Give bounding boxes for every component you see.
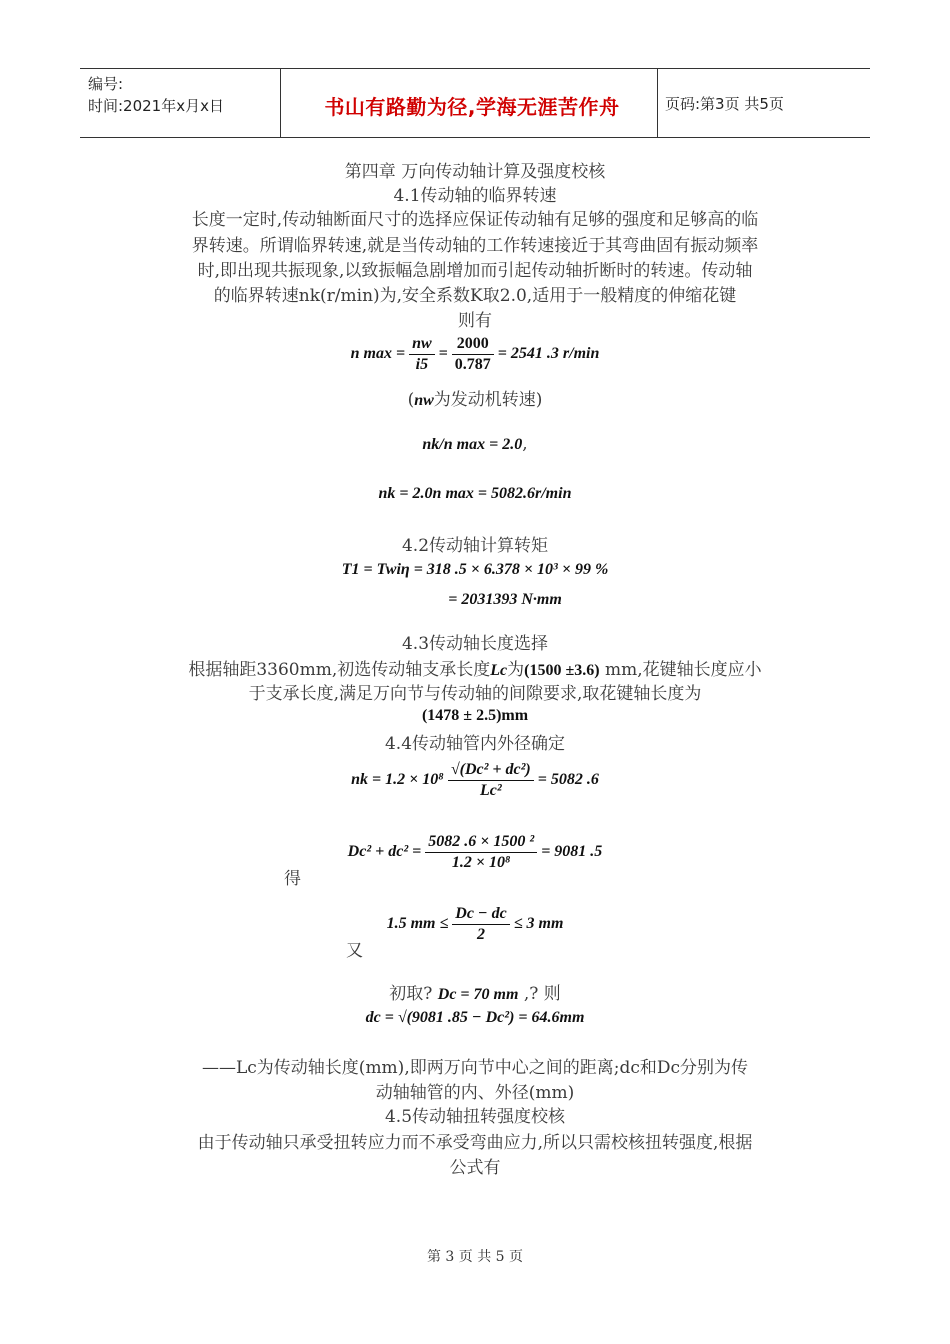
initial-choice-line (120, 982, 830, 1007)
de-label: 得 (284, 869, 301, 889)
section-title-4-4: 4.4传动轴管内外径确定 (384, 734, 566, 754)
paragraph-line: 长度一定时,传动轴断面尺寸的选择应保证传动轴有足够的强度和足够高的临 (191, 210, 759, 230)
eq-dc: Dc = 70 mm (437, 986, 519, 1003)
symbol-lc: Lc (490, 662, 508, 679)
section-title-4-5: 4.5传动轴扭转强度校核 (384, 1107, 566, 1127)
equation-torque-1: T1 = Twiη = 318 .5 × 6.378 × 10³ × 99 % (341, 561, 609, 578)
equation-nk: nk = 2.0n max = 5082.6r/min (378, 485, 572, 502)
header-divider (280, 69, 281, 137)
eq1-rhs: = 2541 .3 r/min (497, 345, 600, 363)
paragraph-line: 界转速。所谓临界转速,就是当传动轴的工作转速接近于其弯曲固有振动频率 (191, 236, 759, 256)
page-footer: 第 3 页 共 5 页 (426, 1249, 524, 1265)
eq5-num: √(Dc² + dc²) (448, 760, 534, 781)
eq7-fraction (452, 904, 509, 945)
eq6-lhs: Dc² + dc² = (347, 843, 422, 861)
equation-ratio (120, 432, 830, 457)
eq5-lhs: nk = 1.2 × 10⁸ (351, 771, 444, 789)
eq5-rhs: = 5082 .6 (537, 771, 599, 789)
note-text: 为发动机转速) (433, 390, 543, 410)
you-label: 又 (346, 941, 363, 961)
equation-torque-2: = 2031393 N·mm (448, 591, 562, 608)
note-paren: ( (407, 390, 415, 410)
eq1-fraction-b (452, 334, 494, 375)
eq1-equals: = (438, 345, 448, 363)
note-engine-speed (120, 388, 830, 413)
eq1-den: 0.787 (454, 356, 491, 373)
motto: 书山有路勤为径,学海无涯苦作舟 (324, 95, 620, 119)
eq5-fraction (448, 760, 534, 801)
eq2-comma: , (522, 434, 528, 454)
definition-line: 动轴轴管的内、外径(mm) (375, 1083, 575, 1103)
eq7-rhs: ≤ 3 mm (513, 915, 564, 933)
equation-inner-diameter: dc = √(9081 .85 − Dc²) = 64.6mm (365, 1009, 585, 1026)
equation-diameter-sum (120, 832, 830, 880)
time-label: 时间:2021年x月x日 (88, 97, 224, 115)
text: 初取? (389, 984, 433, 1004)
page-info: 页码:第3页 共5页 (665, 95, 784, 113)
eq7-lhs: 1.5 mm ≤ (386, 915, 449, 933)
value-lc: (1500 ±3.6) (524, 662, 600, 679)
text: 根据轴距3360mm,初选传动轴支承长度 (188, 660, 491, 680)
text: mm,花键轴长度应小 (604, 660, 762, 680)
paragraph-line: 则有 (458, 311, 492, 331)
equation-critical-speed (120, 760, 830, 812)
eq6-fraction (425, 832, 537, 873)
eq1-num: 2000 (452, 334, 494, 355)
note-symbol: nw (414, 392, 434, 409)
eq6-rhs: = 9081 .5 (541, 843, 603, 861)
section-title-4-1: 4.1传动轴的临界转速 (393, 186, 557, 206)
eq1-den: i5 (415, 356, 429, 373)
eq2: nk/n max = 2.0 (422, 436, 523, 453)
definition-line: ——Lc为传动轴长度(mm),即两万向节中心之间的距离;dc和Dc分别为传 (202, 1058, 748, 1078)
paragraph-line: 时,即出现共振现象,以致振幅急剧增加而引起传动轴折断时的转速。传动轴 (197, 261, 753, 281)
eq6-num: 5082 .6 × 1500 ² (425, 832, 537, 853)
header-left (88, 73, 224, 117)
eq7-den: 2 (476, 926, 485, 943)
paragraph-line (120, 658, 830, 683)
value-spline-length: (1478 ± 2.5)mm (421, 707, 529, 724)
text: ,? 则 (523, 984, 561, 1004)
eq7-num: Dc − dc (452, 904, 509, 925)
paragraph-line: 由于传动轴只承受扭转应力而不承受弯曲应力,所以只需校核扭转强度,根据 (197, 1133, 753, 1153)
section-title-4-3: 4.3传动轴长度选择 (401, 634, 549, 654)
section-title-4-2: 4.2传动轴计算转矩 (401, 536, 549, 556)
text: 为 (507, 660, 525, 680)
number-label: 编号: (88, 75, 124, 93)
eq6-den: 1.2 × 10⁸ (451, 854, 511, 871)
eq1-fraction-a (409, 334, 435, 375)
eq1-lhs: n max = (350, 345, 406, 363)
eq5-den: Lc² (479, 782, 502, 799)
eq1-num: nw (409, 334, 435, 355)
header-table (80, 68, 870, 138)
paragraph-line: 于支承长度,满足万向节与传动轴的间隙要求,取花键轴长度为 (248, 684, 702, 704)
equation-nmax (120, 334, 830, 378)
chapter-title: 第四章 万向传动轴计算及强度校核 (344, 162, 606, 182)
equation-wall-thickness (120, 904, 830, 952)
paragraph-line: 公式有 (449, 1158, 501, 1178)
paragraph-line: 的临界转速nk(r/min)为,安全系数K取2.0,适用于一般精度的伸缩花键 (213, 286, 737, 306)
